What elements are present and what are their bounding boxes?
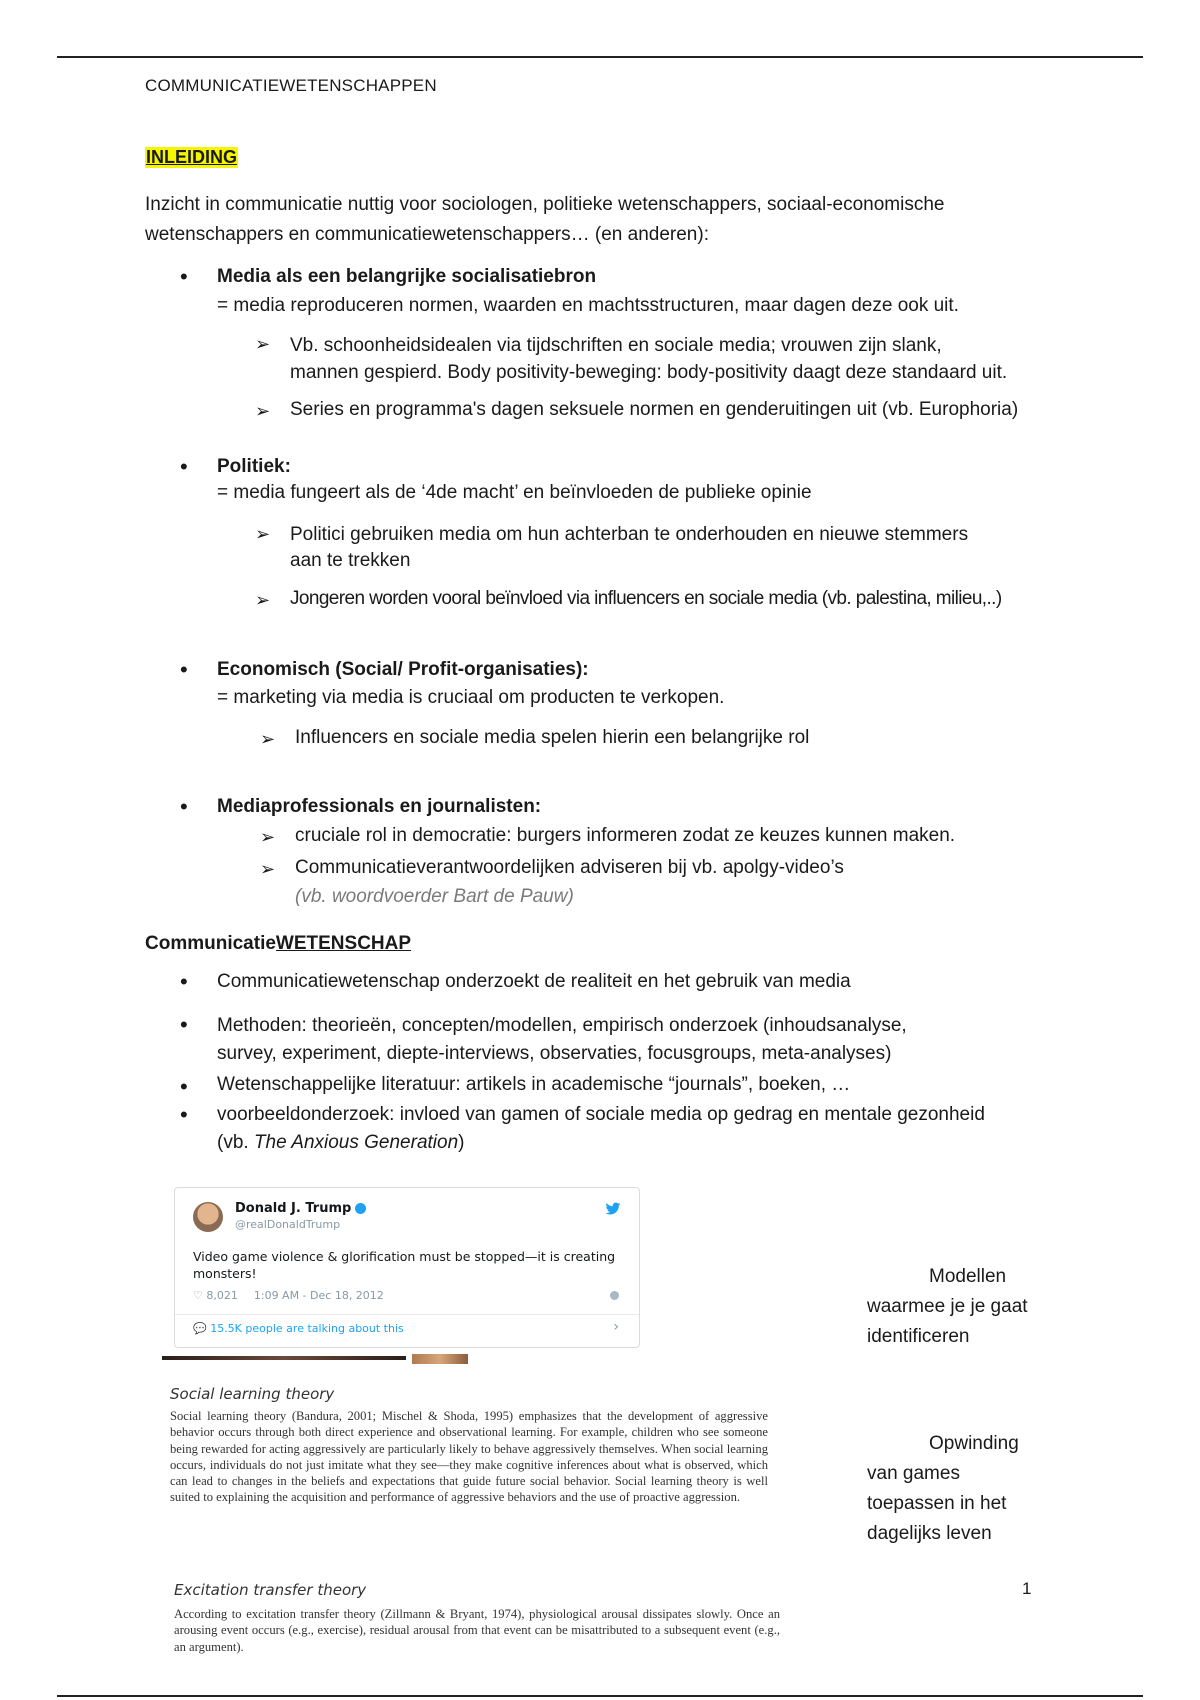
tweet-meta: [193, 1289, 400, 1302]
note-line: dagelijks leven: [867, 1523, 992, 1544]
note-line: toepassen in het: [867, 1493, 1007, 1514]
bullet-dot-icon: •: [180, 264, 188, 289]
arrow-bullet-icon: ➢: [255, 590, 271, 610]
excerpt-body-excitation-transfer: According to excitation transfer theory (Zillmann & Bryant, 1974), physiological arousal dissipates slowly. Once an arousing event occurs (e.g., exercise), residual arousal from that event can be misattributed to a subsequent event (e.g., an argument).: [174, 1607, 780, 1654]
bullet-dot-icon: •: [180, 969, 188, 994]
bullet-politiek-sub1: [290, 522, 968, 574]
bullet-media-heading: Media als een belangrijke socialisatiebron: [217, 266, 597, 287]
sub-line: aan te trekken: [290, 550, 411, 571]
sub-line: Politici gebruiken media om hun achterban te onderhouden en nieuwe stemmers: [290, 524, 969, 545]
bullet-mediaprof-heading: Mediaprofessionals en journalisten:: [217, 796, 542, 817]
section-title-inleiding: INLEIDING: [146, 147, 238, 167]
cropped-photo-strip: [162, 1356, 406, 1360]
page-header-title: COMMUNICATIEWETENSCHAPPEN: [145, 76, 437, 95]
tweet-author: [235, 1201, 366, 1216]
example-suffix: ): [458, 1132, 465, 1153]
side-note-excitation: [867, 1429, 1019, 1549]
arrow-bullet-icon: ➢: [255, 401, 271, 421]
cropped-photo-strip: [412, 1354, 468, 1364]
book-title: The Anxious Generation: [253, 1132, 459, 1153]
sub-line: survey, experiment, diepte-interviews, observaties, focusgroups, meta-analyses): [217, 1043, 892, 1064]
arrow-bullet-icon: ➢: [255, 334, 271, 354]
bullet-politiek-sub2: Jongeren worden vooral beïnvloed via influencers en sociale media (vb. palestina, milieu,..): [290, 588, 1002, 609]
bullet-media-desc: = media reproduceren normen, waarden en machtsstructuren, maar dagen deze ook uit.: [217, 295, 959, 316]
tweet-handle: @realDonaldTrump: [235, 1218, 341, 1231]
page-number: 1: [1022, 1579, 1032, 1598]
excerpt-title-excitation-transfer: Excitation transfer theory: [174, 1581, 367, 1599]
bullet-mediaprof-sub1: cruciale rol in democratie: burgers informeren zodat ze keuzes kunnen maken.: [295, 825, 956, 846]
sub-line: [217, 1129, 985, 1157]
sub-line: mannen gespierd. Body positivity-beweging: body-positivity daagt deze standaard uit.: [290, 362, 1008, 383]
side-note-models: [867, 1262, 1028, 1352]
info-icon: [610, 1291, 619, 1300]
title-plain: Communicatie: [145, 933, 276, 954]
section-title-communicatiewetenschap: [145, 933, 411, 955]
intro-paragraph: [145, 190, 1045, 250]
bullet-dot-icon: •: [180, 454, 188, 479]
bullet-dot-icon: •: [180, 1102, 188, 1127]
bullet-politiek-heading: Politiek:: [217, 456, 291, 477]
science-item-2: [217, 1012, 907, 1068]
sub-line: Methoden: theorieën, concepten/modellen, empirisch onderzoek (inhoudsanalyse,: [217, 1015, 907, 1036]
tweet-text: Video game violence & glorification must be stopped—it is creating monsters!: [193, 1249, 616, 1281]
title-underlined: WETENSCHAP: [275, 933, 412, 954]
embedded-tweet: [174, 1187, 640, 1348]
bullet-economisch-heading: Economisch (Social/ Profit-organisaties):: [217, 659, 589, 680]
bullet-media-sub1: [290, 332, 1007, 386]
example-prefix: (vb.: [217, 1132, 254, 1153]
sub-line: Vb. schoonheidsidealen via tijdschriften en sociale media; vrouwen zijn slank,: [290, 335, 942, 356]
tweet-talking: 💬 15.5K people are talking about this: [193, 1322, 404, 1335]
sub-line: voorbeeldonderzoek: invloed van gamen of sociale media op gedrag en mentale gezonheid: [217, 1104, 985, 1125]
bullet-mediaprof-note: (vb. woordvoerder Bart de Pauw): [295, 886, 574, 907]
intro-line-2: wetenschappers en communicatiewetenschappers… (en anderen):: [145, 224, 709, 245]
science-item-4: [217, 1101, 985, 1157]
note-line: Modellen: [929, 1266, 1007, 1287]
tweet-time: 1:09 AM - Dec 18, 2012: [253, 1289, 384, 1302]
arrow-bullet-icon: ➢: [260, 827, 276, 847]
arrow-bullet-icon: ➢: [260, 729, 276, 749]
tweet-likes: ♡ 8,021: [193, 1289, 238, 1302]
note-line: Opwinding: [929, 1433, 1019, 1454]
bullet-mediaprof-sub2: Communicatieverantwoordelijken adviseren bij vb. apolgy-video’s: [295, 857, 844, 878]
arrow-bullet-icon: ➢: [255, 524, 271, 544]
twitter-bird-icon: [605, 1202, 621, 1216]
avatar: [193, 1202, 223, 1232]
excerpt-title-social-learning: Social learning theory: [170, 1385, 335, 1403]
bullet-dot-icon: •: [180, 1012, 188, 1037]
top-rule: [57, 56, 1143, 58]
verified-icon: [355, 1203, 366, 1214]
bullet-dot-icon: •: [180, 657, 188, 682]
bullet-economisch-sub1: Influencers en sociale media spelen hierin een belangrijke rol: [295, 727, 810, 748]
science-item-1: Communicatiewetenschap onderzoekt de realiteit en het gebruik van media: [217, 971, 851, 992]
science-item-3: Wetenschappelijke literatuur: artikels in academische “journals”, boeken, …: [217, 1074, 851, 1095]
bullet-dot-icon: •: [180, 794, 188, 819]
chevron-right-icon: ›: [613, 1319, 619, 1335]
bullet-dot-icon: •: [180, 1074, 188, 1099]
bullet-economisch-desc: = marketing via media is cruciaal om producten te verkopen.: [217, 687, 725, 708]
note-line: identificeren: [867, 1326, 970, 1347]
bullet-media-sub2: Series en programma's dagen seksuele normen en genderuitingen uit (vb. Europhoria): [290, 399, 1019, 420]
tweet-divider: [175, 1314, 639, 1315]
excerpt-body-social-learning: Social learning theory (Bandura, 2001; Mischel & Shoda, 1995) emphasizes that the development of aggressive behavior occurs through both direct experience and observational learning. For example, children who see someone being rewarded for acting aggressively are particularly likely to behave aggressively themselves. When social learning occurs, individuals do not just imitate what they see—they make cognitive inferences about what is observed, which can lead to changes in the beliefs and expectations that guide future social behavior. Social learning theory is well suited to explaining the acquisition and performance of aggressive behaviors and the use of proactive aggression.: [170, 1409, 768, 1505]
tweet-author-name: Donald J. Trump: [235, 1201, 352, 1216]
intro-line-1: Inzicht in communicatie nuttig voor sociologen, politieke wetenschappers, sociaal-economische: [145, 194, 945, 215]
note-line: waarmee je je gaat: [867, 1296, 1028, 1317]
bottom-rule: [57, 1695, 1143, 1697]
note-line: van games: [867, 1463, 960, 1484]
bullet-politiek-desc: = media fungeert als de ‘4de macht’ en beïnvloeden de publieke opinie: [217, 482, 812, 503]
arrow-bullet-icon: ➢: [260, 859, 276, 879]
